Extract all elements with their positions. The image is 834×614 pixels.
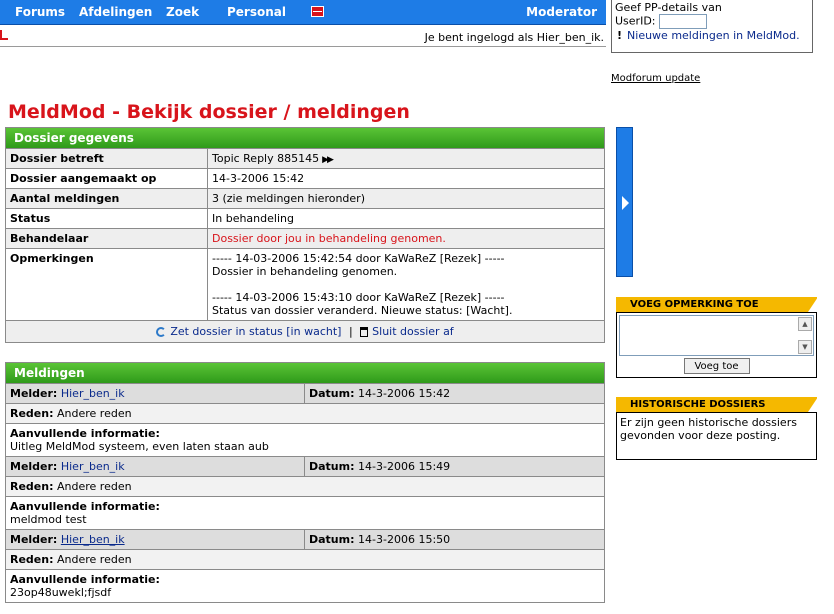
remark-text: Status van dossier veranderd. Nieuwe status: [Wacht]. — [212, 304, 513, 317]
remark-text: Dossier in behandeling genomen. — [212, 265, 398, 278]
pp-details-box — [611, 0, 813, 53]
nav-forums[interactable]: Forums — [15, 5, 66, 19]
chevron-right-icon — [622, 196, 629, 210]
datum-label: Datum: — [309, 460, 355, 473]
dossier-row-value: In behandeling — [212, 212, 294, 225]
topic-reply-link[interactable]: Topic Reply 885145 — [212, 152, 320, 165]
nav-afdelingen[interactable]: Afdelingen — [79, 5, 153, 19]
melder-link[interactable]: Hier_ben_ik — [60, 387, 125, 400]
dossier-row-value: Dossier door jou in behandeling genomen. — [212, 232, 446, 245]
login-status: Je bent ingelogd als Hier_ben_ik. — [424, 31, 604, 44]
close-dossier-link[interactable]: Sluit dossier af — [372, 325, 454, 338]
sidebar-toggle-tab[interactable] — [616, 127, 633, 277]
history-widget — [616, 397, 817, 460]
scroll-down-icon[interactable]: ▼ — [798, 340, 812, 354]
dossier-actions — [6, 320, 604, 342]
reden-label: Reden: — [10, 553, 54, 566]
remark-textarea[interactable] — [620, 316, 813, 355]
history-text: Er zijn geen historische dossiers gevonden voor deze posting. — [616, 412, 817, 460]
datum-label: Datum: — [309, 387, 355, 400]
dossier-row-value — [208, 149, 604, 168]
dossier-panel — [5, 127, 605, 343]
pp-details-label: Geef PP-details van — [615, 1, 722, 14]
datum-value: 14-3-2006 15:42 — [358, 387, 451, 400]
report-reason-row — [6, 549, 604, 569]
refresh-icon — [156, 327, 166, 337]
nav-personal[interactable]: Personal — [227, 5, 286, 19]
add-remark-button[interactable]: Voeg toe — [684, 358, 750, 374]
reden-value: Andere reden — [57, 553, 132, 566]
dossier-row — [6, 148, 604, 168]
add-remark-widget — [616, 297, 817, 378]
dossier-row-label: Aantal meldingen — [6, 189, 208, 208]
scroll-up-icon[interactable]: ▲ — [798, 317, 812, 331]
dossier-remarks-row — [6, 248, 604, 320]
info-label: Aanvullende informatie: — [10, 500, 160, 513]
remark-header: ----- 14-03-2006 15:42:54 door KaWaReZ [Rezek] ----- — [212, 252, 505, 265]
new-reports-link[interactable]: Nieuwe meldingen in MeldMod. — [627, 29, 800, 42]
remark-entry — [212, 252, 600, 278]
info-value: 23op48uwekl;fjsdf — [10, 586, 112, 599]
dossier-row-label: Status — [6, 209, 208, 228]
dossier-row-label: Dossier betreft — [6, 149, 208, 168]
datum-value: 14-3-2006 15:50 — [358, 533, 451, 546]
info-value: meldmod test — [10, 513, 87, 526]
dossier-row — [6, 228, 604, 248]
report-meta-row — [6, 383, 604, 403]
userid-label: UserID: — [615, 14, 656, 28]
nav-zoek[interactable]: Zoek — [166, 5, 200, 19]
report-info-row — [6, 569, 604, 602]
dossier-row-label: Opmerkingen — [6, 249, 208, 320]
meldingen-panel — [5, 362, 605, 603]
report-reason-row — [6, 403, 604, 423]
dossier-row — [6, 188, 604, 208]
modforum-update-link[interactable]: Modforum update — [611, 73, 701, 84]
remark-header: ----- 14-03-2006 15:43:10 door KaWaReZ [Rezek] ----- — [212, 291, 505, 304]
report-reason-row — [6, 476, 604, 496]
set-wait-status-link[interactable]: Zet dossier in status [in wacht] — [170, 325, 342, 338]
melder-link[interactable]: Hier_ben_ik — [60, 533, 125, 546]
history-title: HISTORISCHE DOSSIERS — [616, 397, 817, 412]
report-meta-row — [6, 529, 604, 549]
report-info-row — [6, 423, 604, 456]
remark-entry — [212, 291, 600, 317]
info-value: Uitleg MeldMod systeem, even laten staan aub — [10, 440, 269, 453]
userid-input[interactable] — [659, 14, 707, 29]
meldingen-panel-header: Meldingen — [6, 363, 604, 383]
nav-moderator[interactable]: Moderator — [526, 5, 597, 19]
reden-value: Andere reden — [57, 480, 132, 493]
boot-icon — [0, 30, 8, 40]
dossier-row-label: Dossier aangemaakt op — [6, 169, 208, 188]
info-label: Aanvullende informatie: — [10, 573, 160, 586]
trash-icon — [360, 327, 368, 337]
top-navigation — [0, 0, 606, 25]
reden-label: Reden: — [10, 407, 54, 420]
action-separator: | — [348, 325, 353, 338]
dossier-row-value: 3 (zie meldingen hieronder) — [212, 192, 365, 205]
reden-label: Reden: — [10, 480, 54, 493]
mail-icon[interactable] — [311, 6, 324, 17]
melder-link[interactable]: Hier_ben_ik — [60, 460, 125, 473]
reden-value: Andere reden — [57, 407, 132, 420]
dossier-row-value: 14-3-2006 15:42 — [212, 172, 305, 185]
datum-label: Datum: — [309, 533, 355, 546]
datum-value: 14-3-2006 15:49 — [358, 460, 451, 473]
dossier-row — [6, 208, 604, 228]
add-remark-title: VOEG OPMERKING TOE — [616, 297, 817, 312]
report-meta-row — [6, 456, 604, 476]
dossier-remarks — [208, 249, 604, 320]
report-info-row — [6, 496, 604, 529]
exclamation-icon: ! — [617, 29, 623, 42]
dossier-row — [6, 168, 604, 188]
dossier-panel-header: Dossier gegevens — [6, 128, 604, 148]
dossier-row-label: Behandelaar — [6, 229, 208, 248]
melder-label: Melder: — [10, 387, 58, 400]
status-bar — [0, 26, 606, 47]
melder-label: Melder: — [10, 533, 58, 546]
double-arrow-icon[interactable]: ▶▶ — [322, 155, 332, 165]
page-title: MeldMod - Bekijk dossier / meldingen — [8, 101, 410, 123]
melder-label: Melder: — [10, 460, 58, 473]
info-label: Aanvullende informatie: — [10, 427, 160, 440]
